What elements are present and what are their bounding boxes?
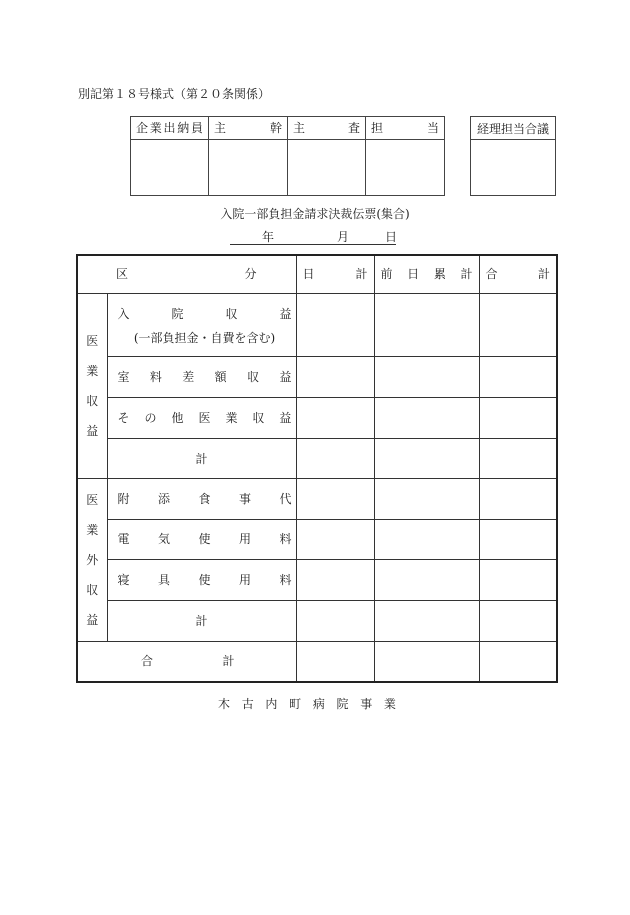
glyph: 分 bbox=[244, 267, 257, 282]
glyph: 古 bbox=[241, 697, 254, 711]
previous-cell bbox=[374, 397, 479, 438]
table-row bbox=[77, 293, 557, 356]
glyph: 益 bbox=[279, 369, 292, 384]
row-label-cell bbox=[107, 293, 296, 356]
daily-cell bbox=[296, 519, 374, 559]
previous-cell bbox=[374, 478, 479, 519]
glyph: 料 bbox=[279, 572, 292, 587]
table-row bbox=[77, 356, 557, 397]
glyph: 具 bbox=[157, 572, 170, 587]
daily-cell bbox=[296, 600, 374, 641]
section-label-cell bbox=[77, 478, 107, 641]
glyph: 電 bbox=[117, 532, 130, 546]
daily-cell bbox=[296, 356, 374, 397]
glyph: 院 bbox=[171, 306, 184, 321]
daily-cell bbox=[296, 641, 374, 682]
glyph: 益 bbox=[86, 423, 99, 438]
electricity-fee-label bbox=[118, 533, 292, 545]
glyph: そ bbox=[117, 410, 130, 425]
council-header: 経理担当合議 bbox=[471, 117, 556, 140]
table-row bbox=[77, 559, 557, 600]
total-cell bbox=[479, 478, 557, 519]
total-header bbox=[486, 268, 551, 280]
glyph: 病 bbox=[312, 697, 325, 711]
daily-header-cell bbox=[296, 255, 374, 293]
glyph: 添 bbox=[157, 491, 170, 506]
glyph: 医 bbox=[198, 410, 211, 425]
issuer-footer bbox=[218, 698, 396, 710]
date-month-label: 月 bbox=[337, 230, 350, 244]
stamp-box bbox=[288, 140, 366, 196]
table-row bbox=[77, 397, 557, 438]
council-stamp-table bbox=[470, 116, 556, 196]
previous-cell bbox=[374, 519, 479, 559]
category-header-cell bbox=[77, 255, 296, 293]
subtotal-label: 計 bbox=[107, 438, 296, 478]
glyph: 企 bbox=[136, 121, 149, 135]
total-header-cell bbox=[479, 255, 557, 293]
previous-cell bbox=[374, 641, 479, 682]
glyph: 業 bbox=[86, 522, 99, 537]
glyph: 納 bbox=[177, 121, 190, 135]
row-label-cell bbox=[107, 356, 296, 397]
previous-header-cell bbox=[374, 255, 479, 293]
glyph: 計 bbox=[460, 267, 473, 282]
table-row bbox=[77, 438, 557, 478]
glyph: 計 bbox=[222, 654, 235, 669]
glyph: 院 bbox=[336, 697, 349, 711]
non-medical-revenue-section-label bbox=[78, 494, 107, 626]
glyph: 計 bbox=[537, 267, 550, 282]
date-year-label: 年 bbox=[262, 230, 275, 244]
revenue-table bbox=[76, 254, 558, 683]
glyph: 計 bbox=[355, 267, 368, 282]
glyph: 収 bbox=[225, 306, 238, 321]
total-cell bbox=[479, 641, 557, 682]
glyph: 用 bbox=[238, 572, 251, 587]
stamp-box bbox=[131, 140, 209, 196]
glyph: 料 bbox=[279, 532, 292, 546]
glyph: 担 bbox=[371, 121, 384, 135]
date-day-label: 日 bbox=[385, 230, 398, 244]
glyph: 前 bbox=[380, 267, 393, 282]
glyph: 町 bbox=[289, 697, 302, 711]
glyph: 代 bbox=[279, 491, 292, 506]
category-header bbox=[116, 268, 257, 280]
glyph: 収 bbox=[247, 369, 260, 384]
glyph: 他 bbox=[171, 410, 184, 425]
attendant-meal-fee-label bbox=[118, 493, 292, 505]
glyph: 業 bbox=[149, 121, 162, 135]
glyph: 査 bbox=[347, 121, 360, 135]
total-cell bbox=[479, 559, 557, 600]
grand-total-label-cell bbox=[77, 641, 296, 682]
table-row bbox=[77, 519, 557, 559]
glyph: 員 bbox=[190, 121, 203, 135]
previous-cell bbox=[374, 356, 479, 397]
glyph: 日 bbox=[407, 267, 420, 282]
previous-cell bbox=[374, 293, 479, 356]
subtotal-label: 計 bbox=[107, 600, 296, 641]
grand-total-label bbox=[141, 655, 235, 667]
glyph: 業 bbox=[383, 697, 396, 711]
glyph: 業 bbox=[86, 363, 99, 378]
glyph: 医 bbox=[86, 333, 99, 348]
form-number: 別記第１８号様式（第２０条関係） bbox=[78, 87, 271, 101]
glyph: 合 bbox=[141, 654, 154, 669]
total-cell bbox=[479, 600, 557, 641]
daily-total-header bbox=[303, 268, 368, 280]
total-cell bbox=[479, 397, 557, 438]
previous-cell bbox=[374, 600, 479, 641]
total-cell bbox=[479, 356, 557, 397]
daily-cell bbox=[296, 478, 374, 519]
approval-stamp-table bbox=[130, 116, 445, 196]
glyph: 入 bbox=[117, 306, 130, 321]
approval-header-cell bbox=[131, 117, 209, 140]
council-stamp-row bbox=[471, 140, 556, 196]
glyph: 主 bbox=[293, 121, 306, 135]
daily-cell bbox=[296, 293, 374, 356]
chief-label bbox=[214, 122, 282, 134]
glyph: 料 bbox=[149, 369, 162, 384]
inpatient-revenue-label bbox=[118, 308, 292, 320]
treasurer-label bbox=[136, 122, 203, 134]
section-label-cell bbox=[77, 293, 107, 478]
inpatient-revenue-note: (一部負担金・自費を含む) bbox=[133, 330, 276, 345]
table-header-row bbox=[77, 255, 557, 293]
stamp-box bbox=[366, 140, 445, 196]
daily-cell bbox=[296, 397, 374, 438]
glyph: 気 bbox=[157, 532, 170, 546]
glyph: 業 bbox=[225, 410, 238, 425]
glyph: 寝 bbox=[117, 572, 130, 587]
glyph: 幹 bbox=[269, 121, 282, 135]
grand-total-row bbox=[77, 641, 557, 682]
date-line bbox=[230, 231, 396, 245]
glyph: 食 bbox=[198, 491, 211, 506]
glyph: 収 bbox=[86, 582, 99, 597]
glyph: 用 bbox=[238, 532, 251, 546]
daily-cell bbox=[296, 559, 374, 600]
previous-day-cumulative-header bbox=[381, 268, 473, 280]
bedding-fee-label bbox=[118, 574, 292, 586]
other-medical-revenue-label bbox=[118, 412, 292, 424]
approval-header-cell bbox=[366, 117, 445, 140]
glyph: 当 bbox=[426, 121, 439, 135]
glyph: 外 bbox=[86, 552, 99, 567]
glyph: 合 bbox=[485, 267, 498, 282]
row-label-cell bbox=[107, 397, 296, 438]
document-title: 入院一部負担金請求決裁伝票(集合) bbox=[220, 207, 410, 221]
approval-header-cell bbox=[288, 117, 366, 140]
medical-revenue-section-label bbox=[78, 335, 107, 437]
room-differential-revenue-label bbox=[118, 371, 292, 383]
glyph: 額 bbox=[214, 369, 227, 384]
council-header-row bbox=[471, 117, 556, 140]
table-row bbox=[77, 478, 557, 519]
staff-label bbox=[371, 122, 439, 134]
glyph: 使 bbox=[198, 572, 211, 587]
table-row bbox=[77, 600, 557, 641]
glyph: 主 bbox=[214, 121, 227, 135]
approval-stamp-row bbox=[131, 140, 445, 196]
glyph: 事 bbox=[238, 491, 251, 506]
stamp-box bbox=[209, 140, 288, 196]
glyph: 累 bbox=[433, 267, 446, 282]
total-cell bbox=[479, 519, 557, 559]
glyph: 事 bbox=[360, 697, 373, 711]
approval-header-row bbox=[131, 117, 445, 140]
inspector-label bbox=[293, 122, 360, 134]
glyph: 出 bbox=[163, 121, 176, 135]
glyph: 益 bbox=[279, 306, 292, 321]
approval-header-cell bbox=[209, 117, 288, 140]
previous-cell bbox=[374, 438, 479, 478]
glyph: 益 bbox=[279, 410, 292, 425]
glyph: 附 bbox=[117, 491, 130, 506]
daily-cell bbox=[296, 438, 374, 478]
glyph: 使 bbox=[198, 532, 211, 546]
total-cell bbox=[479, 438, 557, 478]
glyph: 内 bbox=[265, 697, 278, 711]
glyph: 区 bbox=[116, 267, 129, 282]
total-cell bbox=[479, 293, 557, 356]
glyph: 益 bbox=[86, 612, 99, 627]
glyph: の bbox=[144, 410, 157, 425]
stamp-box bbox=[471, 140, 556, 196]
glyph: 医 bbox=[86, 492, 99, 507]
glyph: 日 bbox=[302, 267, 315, 282]
row-label-cell bbox=[107, 559, 296, 600]
glyph: 室 bbox=[117, 369, 130, 384]
row-label-cell bbox=[107, 478, 296, 519]
previous-cell bbox=[374, 559, 479, 600]
glyph: 木 bbox=[218, 697, 231, 711]
glyph: 収 bbox=[252, 410, 265, 425]
row-label-cell bbox=[107, 519, 296, 559]
glyph: 差 bbox=[182, 369, 195, 384]
glyph: 収 bbox=[86, 393, 99, 408]
